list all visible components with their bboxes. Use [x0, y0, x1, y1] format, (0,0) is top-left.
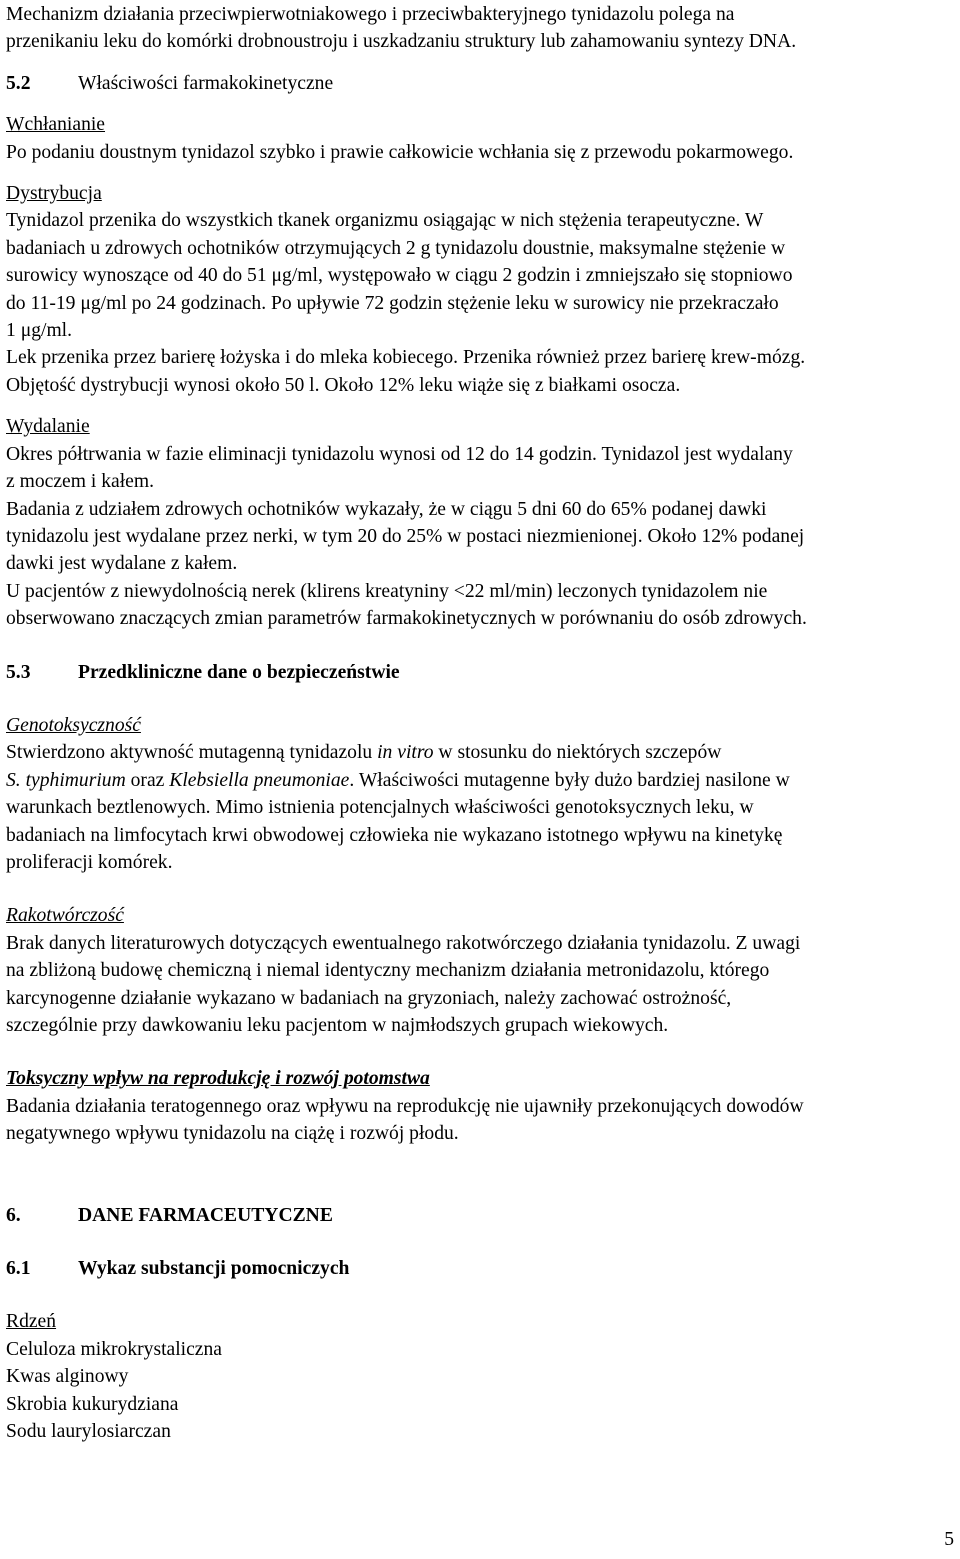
paragraph-line: Lek przenika przez barierę łożyska i do mleka kobiecego. Przenika również przez barierę krew-mózg. [6, 347, 806, 369]
paragraph-line: Badania z udziałem zdrowych ochotników wykazały, że w ciągu 5 dni 60 do 65% podanej dawki [6, 498, 767, 520]
paragraph-line: na zbliżoną budowę chemiczną i niemal identyczny mechanizm działania metronidazolu, którego [6, 960, 770, 982]
subheading-distribution: Dystrybucja [6, 183, 102, 205]
paragraph-line: U pacjentów z niewydolnością nerek (klirens kreatyniny <22 ml/min) leczonych tynidazolem nie [6, 580, 768, 602]
paragraph-line: negatywnego wpływu tynidazolu na ciążę i rozwój płodu. [6, 1123, 459, 1145]
text-run: Stwierdzono aktywność mutagenną tynidazolu [6, 742, 378, 764]
list-item: Celuloza mikrokrystaliczna [6, 1338, 223, 1360]
paragraph-line: obserwowano znaczących zmian parametrów farmakokinetycznych w porównaniu do osób zdrowych. [6, 608, 807, 630]
intro-line: Mechanizm działania przeciwpierwotniakowego i przeciwbakteryjnego tynidazolu polega na [6, 4, 735, 25]
subheading-absorption: Wchłanianie [6, 114, 106, 136]
paragraph-line: szczególnie przy dawkowaniu leku pacjentom w najmłodszych grupach wiekowych. [6, 1015, 669, 1036]
paragraph-line: z moczem i kałem. [6, 471, 154, 493]
subheading-carcinogenicity: Rakotwórczość [6, 905, 124, 927]
page-number: 5 [944, 1529, 954, 1550]
section-number: 5.2 [6, 72, 31, 94]
paragraph-line: Po podaniu doustnym tynidazol szybko i prawie całkowicie wchłania się z przewodu pokarmowego. [6, 141, 794, 163]
subheading-core: Rdzeń [6, 1311, 57, 1333]
section-number: 5.3 [6, 661, 31, 683]
paragraph-line: proliferacji komórek. [6, 851, 173, 873]
section-heading-5-3 [6, 659, 954, 686]
paragraph-line: Objętość dystrybucji wynosi około 50 l. Około 12% leku wiąże się z białkami osocza. [6, 374, 681, 396]
intro-line: przenikaniu leku do komórki drobnoustroju i uszkadzaniu struktury lub zahamowaniu syntezy DNA. [6, 31, 797, 53]
text-run: oraz [125, 769, 170, 791]
text-run: . Właściwości mutagenne były dużo bardziej nasilone w [349, 769, 790, 791]
paragraph-line: dawki jest wydalane z kałem. [6, 553, 238, 575]
text-run: w stosunku do niektórych szczepów [433, 742, 722, 764]
list-item: Sodu laurylosiarczan [6, 1421, 171, 1443]
section-title: Wykaz substancji pomocniczych [78, 1258, 350, 1280]
paragraph-line: badaniach u zdrowych ochotników otrzymujących 2 g tynidazolu doustnie, maksymalne stężenie w [6, 237, 786, 259]
paragraph-line: Brak danych literaturowych dotyczących ewentualnego rakotwórczego działania tynidazolu. Z uwagi [6, 932, 801, 954]
subheading-genotoxicity: Genotoksyczność [6, 714, 141, 736]
document-page [6, 1, 954, 1445]
paragraph-line: badaniach na limfocytach krwi obwodowej człowieka nie wykazano istotnego wpływu na kinetykę [6, 824, 783, 846]
paragraph-line: 1 μg/ml. [6, 320, 73, 342]
paragraph-line: tynidazolu jest wydalane przez nerki, w tym 20 do 25% w postaci niezmienionej. Około 12% podanej [6, 525, 805, 547]
section-title: Właściwości farmakokinetyczne [78, 72, 334, 94]
paragraph-line [6, 739, 954, 766]
section-heading-6 [6, 1202, 954, 1229]
italic-term: in vitro [377, 742, 434, 764]
italic-term: S. typhimurium [6, 769, 126, 791]
paragraph-line: karcynogenne działanie wykazano w badaniach na gryzoniach, należy zachować ostrożność, [6, 987, 732, 1009]
section-heading-5-2 [6, 70, 954, 97]
paragraph-line: do 11-19 μg/ml po 24 godzinach. Po upływie 72 godzin stężenie leku w surowicy nie przekraczało [6, 292, 779, 314]
subheading-reproduction: Toksyczny wpływ na reprodukcję i rozwój potomstwa [6, 1068, 430, 1090]
paragraph-line: surowicy wynoszące od 40 do 51 μg/ml, występowało w ciągu 2 godzin i zmniejszało się stopniowo [6, 265, 793, 287]
paragraph-line: Tynidazol przenika do wszystkich tkanek organizmu osiągając w nich stężenia terapeutyczne. W [6, 210, 764, 232]
paragraph-line [6, 767, 954, 794]
section-title: Przedkliniczne dane o bezpieczeństwie [78, 661, 400, 683]
section-heading-6-1 [6, 1255, 954, 1282]
paragraph-line: Badania działania teratogennego oraz wpływu na reprodukcję nie ujawniły przekonujących dowodów [6, 1095, 804, 1117]
list-item: Skrobia kukurydziana [6, 1393, 179, 1415]
section-number: 6. [6, 1204, 21, 1226]
italic-term: Klebsiella pneumoniae [169, 769, 350, 791]
list-item: Kwas alginowy [6, 1366, 129, 1388]
paragraph-line: warunkach beztlenowych. Mimo istnienia potencjalnych właściwości genotoksycznych leku, w [6, 797, 754, 819]
subheading-elimination: Wydalanie [6, 416, 90, 438]
section-title: DANE FARMACEUTYCZNE [78, 1204, 333, 1226]
section-number: 6.1 [6, 1258, 31, 1280]
paragraph-line: Okres półtrwania w fazie eliminacji tynidazolu wynosi od 12 do 14 godzin. Tynidazol jest wydalany [6, 443, 793, 465]
